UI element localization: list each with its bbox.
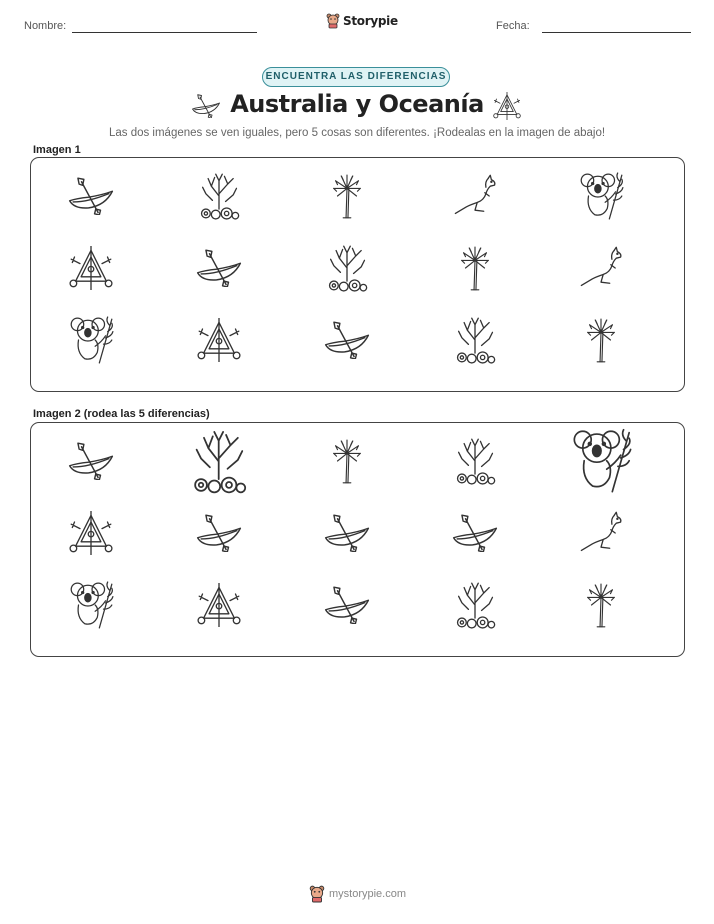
coral-icon — [453, 437, 497, 485]
image2-kangaroo-icon-r2c5[interactable] — [577, 511, 625, 555]
coral-icon — [325, 244, 369, 292]
image1-aboriginal-symbol-icon-r3c2 — [197, 318, 241, 362]
coral-icon — [453, 581, 497, 629]
bear-mascot-icon — [326, 13, 340, 28]
image2-aboriginal-symbol-icon-r3c2[interactable] — [197, 583, 241, 627]
aboriginal-symbol-icon — [197, 583, 241, 627]
footer — [309, 885, 406, 902]
image2-aboriginal-symbol-icon-r2c1[interactable] — [69, 511, 113, 555]
date-label: Fecha: — [496, 20, 530, 32]
palm-tree-icon — [328, 172, 366, 220]
worksheet-type-badge: ENCUENTRA LAS DIFERENCIAS — [262, 67, 450, 87]
palm-tree-icon — [456, 244, 494, 292]
aboriginal-symbol-icon — [197, 318, 241, 362]
image1-koala-icon-r1c5 — [578, 171, 624, 221]
canoe-icon — [195, 249, 243, 287]
aboriginal-symbol-icon — [69, 246, 113, 290]
image1-coral-icon-r1c2 — [197, 172, 241, 220]
image1-aboriginal-symbol-icon-r2c1 — [69, 246, 113, 290]
image1-palm-tree-icon-r2c4 — [456, 244, 494, 292]
palm-tree-icon — [582, 316, 620, 364]
bear-mascot-icon — [309, 885, 325, 902]
image2-canoe-icon-r2c2[interactable] — [195, 514, 243, 552]
image1-palm-tree-icon-r1c3 — [328, 172, 366, 220]
image1-panel — [30, 157, 685, 392]
canoe-icon — [195, 514, 243, 552]
image2-canoe-icon-r2c3[interactable] — [323, 514, 371, 552]
image2-koala-icon-r1c5[interactable] — [570, 427, 632, 495]
image2-coral-icon-r1c4[interactable] — [453, 437, 497, 485]
image1-label: Imagen 1 — [33, 144, 81, 156]
image2-panel[interactable] — [30, 422, 685, 657]
image1-coral-icon-r3c4 — [453, 316, 497, 364]
image2-canoe-icon-r1c1[interactable] — [67, 442, 115, 480]
kangaroo-icon — [577, 246, 625, 290]
coral-icon — [189, 429, 248, 494]
footer-site: mystorypie.com — [329, 887, 407, 900]
page-title: Australia y Oceanía — [230, 90, 484, 118]
image1-koala-icon-r3c1 — [68, 315, 114, 365]
name-label: Nombre: — [24, 20, 67, 32]
image1-kangaroo-icon-r1c4 — [451, 174, 499, 218]
koala-icon — [68, 580, 114, 630]
koala-icon — [68, 315, 114, 365]
koala-icon — [578, 171, 624, 221]
canoe-icon — [323, 321, 371, 359]
aboriginal-symbol-icon — [69, 511, 113, 555]
image2-coral-icon-r3c4[interactable] — [453, 581, 497, 629]
instructions: Las dos imágenes se ven iguales, pero 5 cosas son diferentes. ¡Rodealas en la imagen de abajo! — [108, 127, 606, 139]
canoe-icon — [67, 177, 115, 215]
image2-palm-tree-icon-r3c5[interactable] — [582, 581, 620, 629]
image1-kangaroo-icon-r2c5 — [577, 246, 625, 290]
image1-palm-tree-icon-r3c5 — [582, 316, 620, 364]
image2-canoe-icon-r2c4[interactable] — [451, 514, 499, 552]
palm-tree-icon — [328, 437, 366, 485]
title-symbol-decoration — [493, 92, 521, 120]
canoe-icon — [451, 514, 499, 552]
brand-logo — [326, 13, 398, 28]
name-line[interactable] — [72, 32, 257, 33]
canoe-icon — [323, 514, 371, 552]
palm-tree-icon — [582, 581, 620, 629]
image1-coral-icon-r2c3 — [325, 244, 369, 292]
kangaroo-icon — [577, 511, 625, 555]
koala-icon — [570, 427, 632, 495]
image2-label: Imagen 2 (rodea las 5 diferencias) — [33, 408, 210, 420]
canoe-icon — [67, 442, 115, 480]
image2-palm-tree-icon-r1c3[interactable] — [328, 437, 366, 485]
image2-coral-icon-r1c2[interactable] — [189, 429, 248, 494]
canoe-icon — [323, 586, 371, 624]
kangaroo-icon — [451, 174, 499, 218]
brand-name: Storypie — [343, 13, 398, 28]
image1-canoe-icon-r1c1 — [67, 177, 115, 215]
image2-canoe-icon-r3c3[interactable] — [323, 586, 371, 624]
image1-canoe-icon-r2c2 — [195, 249, 243, 287]
date-line[interactable] — [542, 32, 691, 33]
coral-icon — [197, 172, 241, 220]
image2-koala-icon-r3c1[interactable] — [68, 580, 114, 630]
coral-icon — [453, 316, 497, 364]
image1-canoe-icon-r3c3 — [323, 321, 371, 359]
